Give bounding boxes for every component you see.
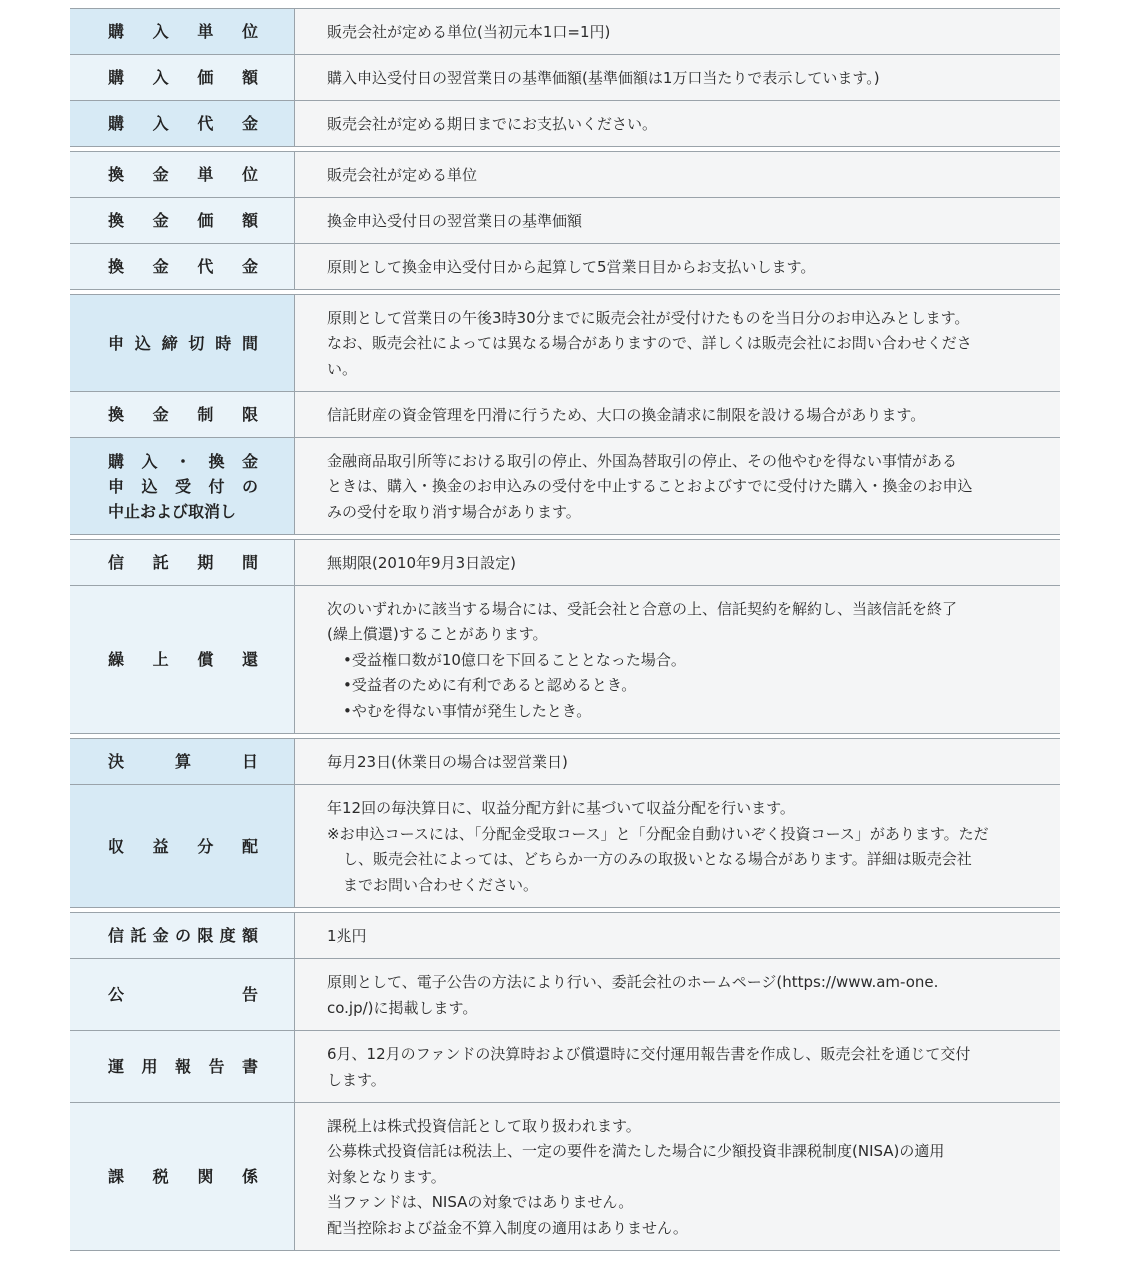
row-label: 換 金 代 金 <box>70 244 295 289</box>
table-row <box>70 959 1060 1031</box>
table-row <box>70 1031 1060 1103</box>
row-label: 公 告 <box>70 959 295 1030</box>
row-value: 原則として営業日の午後3時30分までに販売会社が受付けたものを当日分のお申込みとします。 なお、販売会社によっては異なる場合がありますので、詳しくは販売会社にお問い合わせくださ い。 <box>295 295 1060 391</box>
table-row <box>70 8 1060 55</box>
row-value: 1兆円 <box>295 913 1060 958</box>
row-value: 年12回の毎決算日に、収益分配方針に基づいて収益分配を行います。 ※お申込コースには、「分配金受取コース」と「分配金自動けいぞく投資コース」があります。ただ し、販売会社によっては、どちらか一方のみの取扱いとなる場合があります。詳細は販売会社 までお問い合わせください。 <box>295 785 1060 907</box>
row-value: 金融商品取引所等における取引の停止、外国為替取引の停止、その他やむを得ない事情がある ときは、購入・換金のお申込みの受付を中止することおよびすでに受付けた購入・換金のお申込 みの受付を取り消す場合があります。 <box>295 438 1060 534</box>
table-row <box>70 540 1060 586</box>
row-value: 販売会社が定める単位(当初元本1口=1円) <box>295 9 1060 54</box>
row-label: 信 託 期 間 <box>70 540 295 585</box>
table-row <box>70 739 1060 785</box>
row-value: 原則として換金申込受付日から起算して5営業日目からお支払いします。 <box>295 244 1060 289</box>
row-label: 運 用 報 告 書 <box>70 1031 295 1102</box>
row-value: 原則として、電子公告の方法により行い、委託会社のホームページ(https://www.am-one. co.jp/)に掲載します。 <box>295 959 1060 1030</box>
row-value: 次のいずれかに該当する場合には、受託会社と合意の上、信託契約を解約し、当該信託を終了 (繰上償還)することがあります。 •受益権口数が10億口を下回ることとなった場合。 •受益者のために有利であると認めるとき。 •やむを得ない事情が発生したとき。 <box>295 586 1060 733</box>
row-value: 信託財産の資金管理を円滑に行うため、大口の換金請求に制限を設ける場合があります。 <box>295 392 1060 437</box>
row-value: 販売会社が定める期日までにお支払いください。 <box>295 101 1060 146</box>
row-value: 課税上は株式投資信託として取り扱われます。 公募株式投資信託は税法上、一定の要件を満たした場合に少額投資非課税制度(NISA)の適用 対象となります。 当ファンドは、NISAの対象ではありません。 配当控除および益金不算入制度の適用はありません。 <box>295 1103 1060 1250</box>
fund-terms-table <box>70 8 1060 1251</box>
row-value: 無期限(2010年9月3日設定) <box>295 540 1060 585</box>
table-row <box>70 785 1060 908</box>
table-row <box>70 586 1060 734</box>
table-row <box>70 198 1060 244</box>
row-label: 購 入 価 額 <box>70 55 295 100</box>
row-label: 換 金 価 額 <box>70 198 295 243</box>
row-label: 購 入 代 金 <box>70 101 295 146</box>
row-label: 換 金 制 限 <box>70 392 295 437</box>
row-label: 課 税 関 係 <box>70 1103 295 1250</box>
table-row <box>70 438 1060 535</box>
row-label: 購 入 ・ 換 金 申 込 受 付 の 中止および取消し <box>70 438 295 534</box>
row-label: 購 入 単 位 <box>70 9 295 54</box>
row-value: 販売会社が定める単位 <box>295 152 1060 197</box>
row-label: 収 益 分 配 <box>70 785 295 907</box>
table-row <box>70 55 1060 101</box>
table-row <box>70 295 1060 392</box>
row-label: 信 託 金 の 限 度 額 <box>70 913 295 958</box>
table-row <box>70 913 1060 959</box>
table-row <box>70 152 1060 198</box>
row-label: 換 金 単 位 <box>70 152 295 197</box>
table-row <box>70 392 1060 438</box>
row-label: 決 算 日 <box>70 739 295 784</box>
row-label: 申 込 締 切 時 間 <box>70 295 295 391</box>
table-row <box>70 101 1060 147</box>
row-value: 6月、12月のファンドの決算時および償還時に交付運用報告書を作成し、販売会社を通じて交付 します。 <box>295 1031 1060 1102</box>
row-label: 繰 上 償 還 <box>70 586 295 733</box>
row-value: 毎月23日(休業日の場合は翌営業日) <box>295 739 1060 784</box>
row-value: 換金申込受付日の翌営業日の基準価額 <box>295 198 1060 243</box>
table-row <box>70 244 1060 290</box>
table-row <box>70 1103 1060 1251</box>
row-value: 購入申込受付日の翌営業日の基準価額(基準価額は1万口当たりで表示しています。) <box>295 55 1060 100</box>
